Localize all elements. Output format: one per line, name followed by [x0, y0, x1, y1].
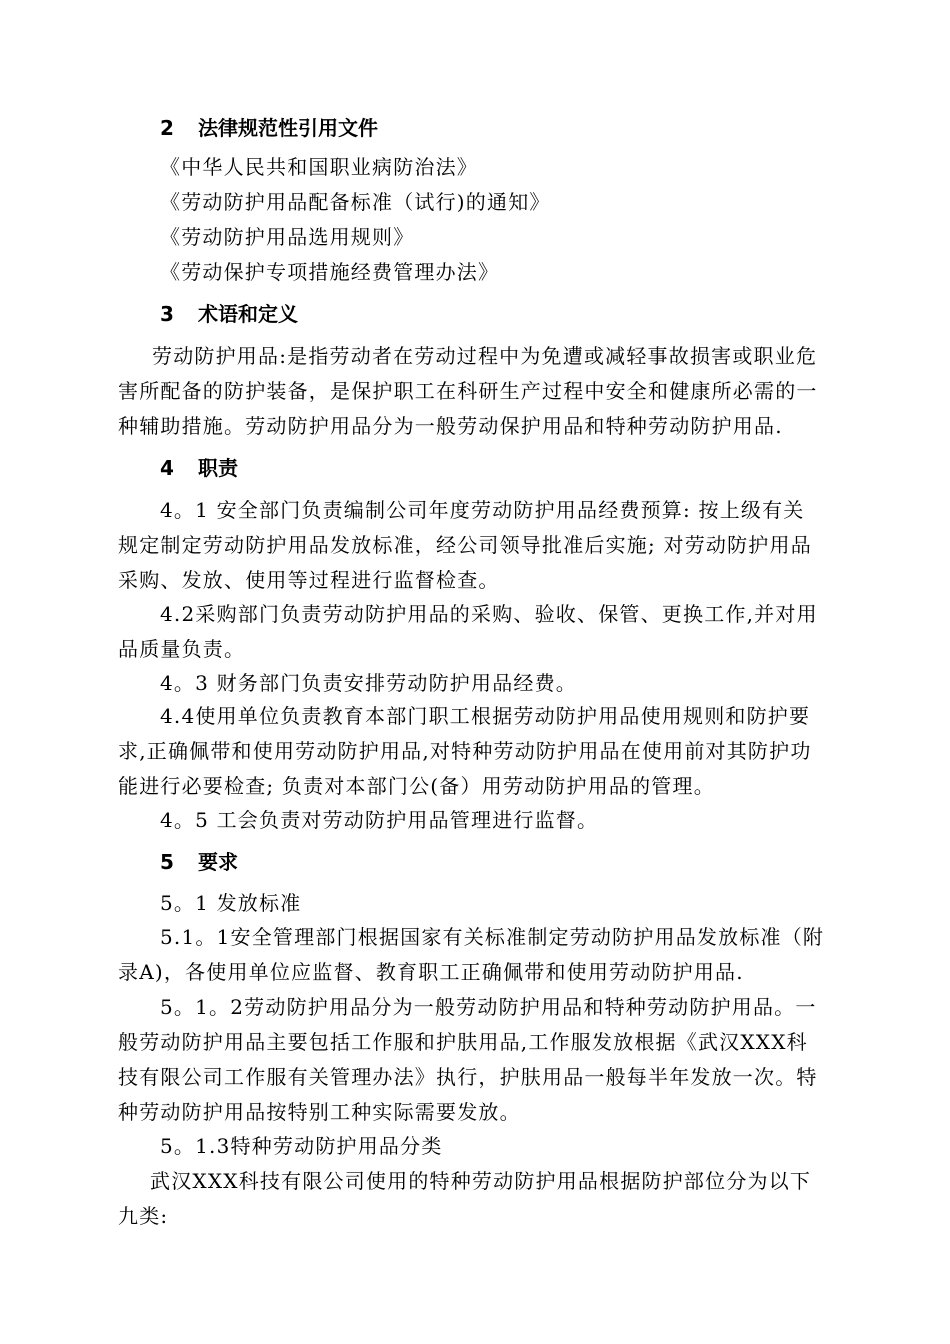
paragraph-4-4: 求,正确佩带和使用劳动防护用品,对特种劳动防护用品在使用前对其防护功	[118, 739, 812, 763]
section-5-heading: 5 要求	[160, 850, 238, 874]
paragraph-4-1: 4。1 安全部门负责编制公司年度劳动防护用品经费预算: 按上级有关	[160, 498, 805, 522]
definition-line: 种辅助措施。劳动防护用品分为一般劳动保护用品和特种劳动防护用品.	[118, 414, 783, 438]
reference-item: 《劳动保护专项措施经费管理办法》	[160, 260, 500, 284]
section-3-heading: 3 术语和定义	[160, 302, 298, 326]
paragraph-5-1-2: 般劳动防护用品主要包括工作服和护肤用品,工作服发放根据《武汉XXX科	[118, 1030, 808, 1054]
paragraph-5-1-1: 录A)，各使用单位应监督、教育职工正确佩带和使用劳动防护用品.	[118, 960, 744, 984]
paragraph-4-2: 4.2采购部门负责劳动防护用品的采购、验收、保管、更换工作,并对用	[160, 602, 818, 626]
paragraph-final: 武汉XXX科技有限公司使用的特种劳动防护用品根据防护部位分为以下	[150, 1169, 812, 1193]
definition-line: 害所配备的防护装备，是保护职工在科研生产过程中安全和健康所必需的一	[118, 379, 818, 403]
paragraph-5-1-2: 技有限公司工作服有关管理办法》执行，护肤用品一般每半年发放一次。特	[118, 1065, 818, 1089]
section-4-heading: 4 职责	[160, 456, 238, 480]
paragraph-4-1: 规定制定劳动防护用品发放标准，经公司领导批准后实施; 对劳动防护用品	[118, 533, 812, 557]
section-2-heading: 2 法律规范性引用文件	[160, 116, 378, 140]
paragraph-5-1-1: 5.1。1安全管理部门根据国家有关标准制定劳动防护用品发放标准（附	[160, 925, 825, 949]
paragraph-4-2: 品质量负责。	[118, 637, 246, 661]
reference-item: 《劳动防护用品选用规则》	[160, 225, 415, 249]
paragraph-5-1-3: 5。1.3特种劳动防护用品分类	[160, 1134, 443, 1158]
reference-item: 《劳动防护用品配备标准（试行)的通知》	[160, 190, 551, 214]
paragraph-5-1-2: 5。1。2劳动防护用品分为一般劳动防护用品和特种劳动防护用品。一	[160, 995, 817, 1019]
paragraph-5-1-2: 种劳动防护用品按特别工种实际需要发放。	[118, 1100, 521, 1124]
paragraph-4-4: 4.4使用单位负责教育本部门职工根据劳动防护用品使用规则和防护要	[160, 704, 811, 728]
paragraph-5-1: 5。1 发放标准	[160, 891, 302, 915]
paragraph-final: 九类:	[118, 1204, 169, 1228]
reference-item: 《中华人民共和国职业病防治法》	[160, 155, 478, 179]
paragraph-4-5: 4。5 工会负责对劳动防护用品管理进行监督。	[160, 808, 599, 832]
paragraph-4-3: 4。3 财务部门负责安排劳动防护用品经费。	[160, 671, 578, 695]
paragraph-4-4: 能进行必要检查; 负责对本部门公(备）用劳动防护用品的管理。	[118, 774, 715, 798]
paragraph-4-1: 采购、发放、使用等过程进行监督检查。	[118, 568, 500, 592]
definition-line: 劳动防护用品:是指劳动者在劳动过程中为免遭或减轻事故损害或职业危	[152, 344, 818, 368]
